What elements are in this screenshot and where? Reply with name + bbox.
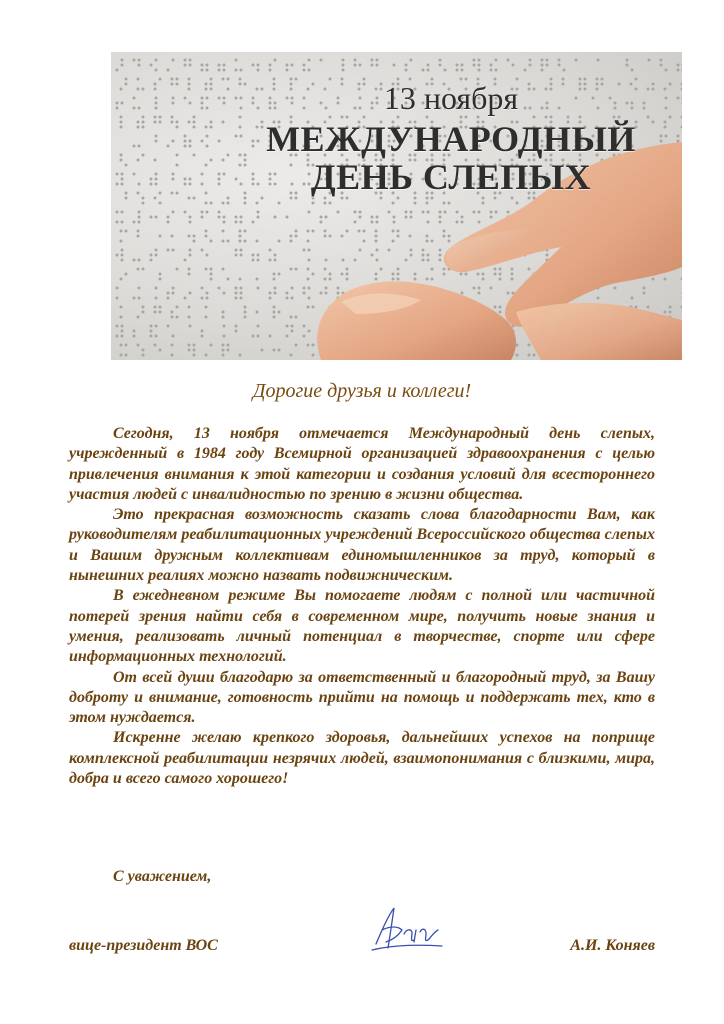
greeting: Дорогие друзья и коллеги! (252, 380, 472, 402)
banner-title-line1: МЕЖДУНАРОДНЫЙ (266, 119, 636, 159)
signatory-name: А.И. Коняев (570, 937, 655, 954)
signatory-title: вице-президент ВОС (69, 937, 218, 954)
paragraph: Искренне желаю крепкого здоровья, дальнейших успехов на поприще комплексной реабилитации незрячих людей, взаимопонимания с близкими, мира, добра и всего самого хорошего! (69, 729, 655, 788)
closing: С уважением, (113, 868, 212, 885)
paragraph: От всей души благодарю за ответственный и благородный труд, за Вашу доброту и внимание, готовность прийти на помощь и поддержать тех, кто в этом нуждается. (69, 668, 655, 727)
banner-image (111, 52, 682, 360)
paragraph: Сегодня, 13 ноября отмечается Международный день слепых, учрежденный в 1984 году Всемирной организацией здравоохранения с целью привлечения внимания к этой категории и создания условий для всестороннего участия людей с инвалидностью по зрению в жизни общества. (69, 425, 655, 503)
paragraph: В ежедневном режиме Вы помогаете людям с полной или частичной потерей зрения найти себя в современном мире, получить новые знания и умения, реализовать личный потенциал в творчестве, спорте или сфере информационных технологий. (69, 587, 655, 666)
banner-title-line2: ДЕНЬ СЛЕПЫХ (310, 157, 592, 197)
letter-body (69, 424, 655, 789)
paragraph: Это прекрасная возможность сказать слова благодарности Вам, как руководителям реабилитационных учреждений Всероссийского общества слепых и Вашим дружным коллективам единомышленников за труд, который в нынешних реалиях можно назвать подвижническим. (69, 506, 655, 585)
banner-date: 13 ноября (383, 80, 519, 116)
handwritten-signature (368, 900, 448, 956)
